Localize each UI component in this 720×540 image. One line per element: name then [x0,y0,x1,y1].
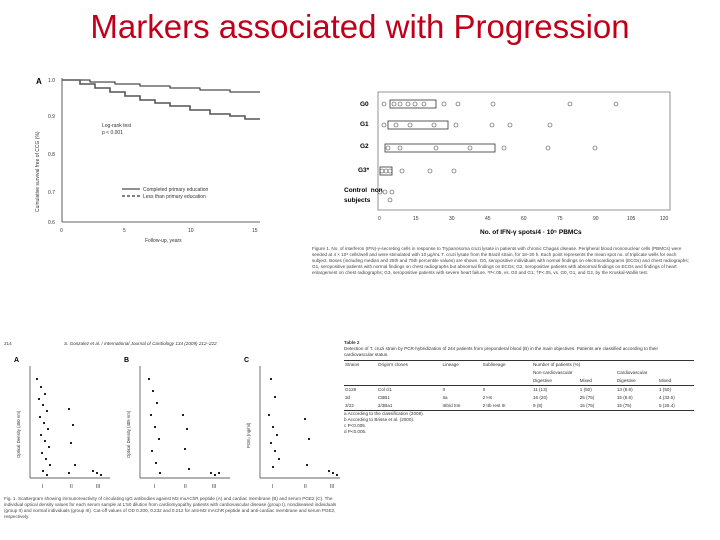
stat-test-label: Log-rank test [102,123,132,129]
table-cell: Col cl1 [377,387,392,392]
table-cell: 3/3Ba1 [377,403,393,408]
x-tick: 15 [252,228,258,234]
group-label: subjects [344,197,371,204]
x-tick: 45 [485,216,491,222]
journal-header: S. Gonzalez et al. / International Journal of Cardiology 134 (2009) 212–222 [64,341,217,346]
x-tick: 75 [557,216,563,222]
table-header: Number of patients (%) [532,362,581,367]
group-label: G3* [358,167,370,174]
curve-completed-education [62,80,260,92]
x-tick: 105 [627,216,636,222]
scatter-chart [4,338,340,506]
panel-letter: C [244,357,250,364]
table-header: Sublineage [482,362,506,367]
panel-letter: A [14,357,20,364]
table-footnote: a According to the classification (2008). [344,411,424,416]
x-tick: 60 [521,216,527,222]
table-cell: 5 (25.4) [658,403,675,408]
table-cell: 1 (50) [579,387,592,392]
table-subtitle: Detection of T. cruzi strain by PCR-hybridization of 244 patients from preponderal blood (B) in the main objectives. Patients are classified according to their cardiovascular status. [344,346,658,357]
table-cell: 9 (8) [532,403,543,408]
table-cell: 13 (8.8) [616,387,633,392]
group-tick: III [96,484,101,490]
table-subheader: Non-cardiovascular [532,370,573,375]
table-row [344,402,694,411]
group-tick: III [212,484,217,490]
panel-letter: B [124,357,130,364]
slide-title: Markers associated with Progression [90,8,630,45]
table-title: Table 2 [344,340,360,345]
table-cell: 3/22 [345,403,354,408]
table-cell: 15 (75) [616,403,632,408]
x-tick: 90 [593,216,599,222]
table-row [344,394,694,402]
group-tick: III [330,484,335,490]
table-cell: 2 Hs [482,395,493,400]
y-axis-label: Optical Density (450 nm) [16,410,21,458]
strain-table [344,340,700,452]
stat-p-value: p < 0.001 [102,130,123,136]
x-axis-label: No. of IFN-γ spots/4 · 10⁵ PBMCs [480,229,582,236]
x-axis-label: Follow-up, years [145,238,182,244]
legend-entry: Less than primary education [143,194,206,200]
table-cell: 1 (50) [658,387,671,392]
scatter-caption: Fig. 1. Scattergram showing immunoreactivity of circulating IgG antibodies against M2 muAChR peptide (A) and cardiac membrane (B) and serum PGE2 (C). The individual optical density values for each serum sample at 1:50 dilution from cardiomyopathy patients with cardiovascular disease (group I), nondiseased individuals (group II) and normal individuals (group III). Cut-off values of OD 0.200, 0.232 and 0.212 for anti-M2 mAChR peptide and anti-cardiac membrane and serum PGE2, respectively. [4,496,337,519]
ifn-figure [340,88,680,238]
table-subheader-row [344,377,694,386]
group-tick: I [42,484,44,490]
table-cell: 3d [345,395,351,400]
table-footnote: b According to Brisse et al. (2000). [344,417,415,422]
table-footnote: c P<0.005. [344,423,367,428]
y-axis-label: Cumulative survival free of CCG (%) [35,131,41,212]
x-tick: 0 [60,228,63,234]
group-label: Control non [344,187,383,194]
table-footnote: d P<0.005. [344,429,367,434]
group-label: G2 [360,143,369,150]
y-tick: 0.8 [48,152,55,158]
page-number: 214 [4,341,12,346]
table-subheader-row [344,369,694,377]
table-subheader: Digestive [532,378,552,383]
x-tick: 15 [413,216,419,222]
table-subheader: Mixed [579,378,592,383]
table-header: Strains [345,362,360,367]
table-cell: 16 (20) [532,395,548,400]
y-axis-label: Optical Density (405 nm) [126,410,131,458]
table-cell: CBB1 [377,395,390,400]
table-subheader: Digestive [616,378,636,383]
table-cell: II [442,387,446,392]
group-tick: I [154,484,156,490]
table-subheader: Cardiovascular [616,370,648,375]
table-cell: 15 (75) [579,403,595,408]
x-tick: 10 [188,228,194,234]
table-header-row [344,361,694,370]
panel-letter: A [36,77,42,86]
x-tick: 30 [449,216,455,222]
y-axis-label: PGE₂ (ng/ml) [246,422,251,448]
table-cell: 2 IIb rest III [482,403,506,408]
y-tick: 0.6 [48,220,55,226]
table-cell: 25 (75) [579,395,595,400]
group-label: G0 [360,101,369,108]
y-tick: 0.9 [48,114,55,120]
y-tick: 1.0 [48,78,55,84]
table-cell: IIIb/d IIIe [442,403,461,408]
scattergram-figure [4,338,340,530]
table-cell: 4 (33.5) [658,395,675,400]
group-tick: II [304,484,307,490]
legend-entry: Completed primary education [143,187,209,193]
table-subheader: Mixed [658,378,672,383]
x-tick: 0 [378,216,381,222]
survival-figure [30,72,270,247]
group-tick: I [272,484,274,490]
x-tick: 5 [123,228,126,234]
group-tick: II [184,484,187,490]
survival-chart [30,72,270,247]
table-cell: G128 [345,387,357,392]
table-header: Lineage [442,362,459,367]
figure-caption: Figure 1. No. of interferon (IFN)-γ-secreting cells in response to Trypanosoma cruzi lysate in patients with chronic Chagas disease. Peripheral blood mononuclear cells (PBMCs) were seeded at 4 × 10⁵ cells/well and were stimulated with 10 µg/mL T. cruzi lysate from the Brazil strain, for 18–20 h. Each point represents the mean spot no. of triplicate wells for each subject. Boxes (including median and 25th and 75th percentile values) are shown. G0, seropositive individuals with normal findings on electrocardiograms (ECGs) and chest radiographs; G1, seropositive patients with normal findings on chest radiographs but abnormal findings on ECGs; G2, seropositive patients with abnormal findings on ECGs and findings of heart enlargement on chest radiographs; G3, seropositive patients with severe heart failure. *P<.05, vs. G0 and G1; †P<.05, vs. G0, G1, and G2, by the Kruskal-Wallis test. [312,246,689,275]
group-label: G1 [360,121,369,128]
x-tick: 120 [660,216,669,222]
table-cell: 11 (13) [532,387,548,392]
group-tick: II [70,484,73,490]
table-header: Origin’s clones [377,362,408,367]
data-table [344,360,694,411]
table-cell: IIa [442,395,448,400]
y-tick: 0.7 [48,190,55,196]
ifn-chart [340,88,680,238]
table-cell: II [482,387,486,392]
table-cell: 15 (8.8) [616,395,633,400]
table-row [344,386,694,395]
